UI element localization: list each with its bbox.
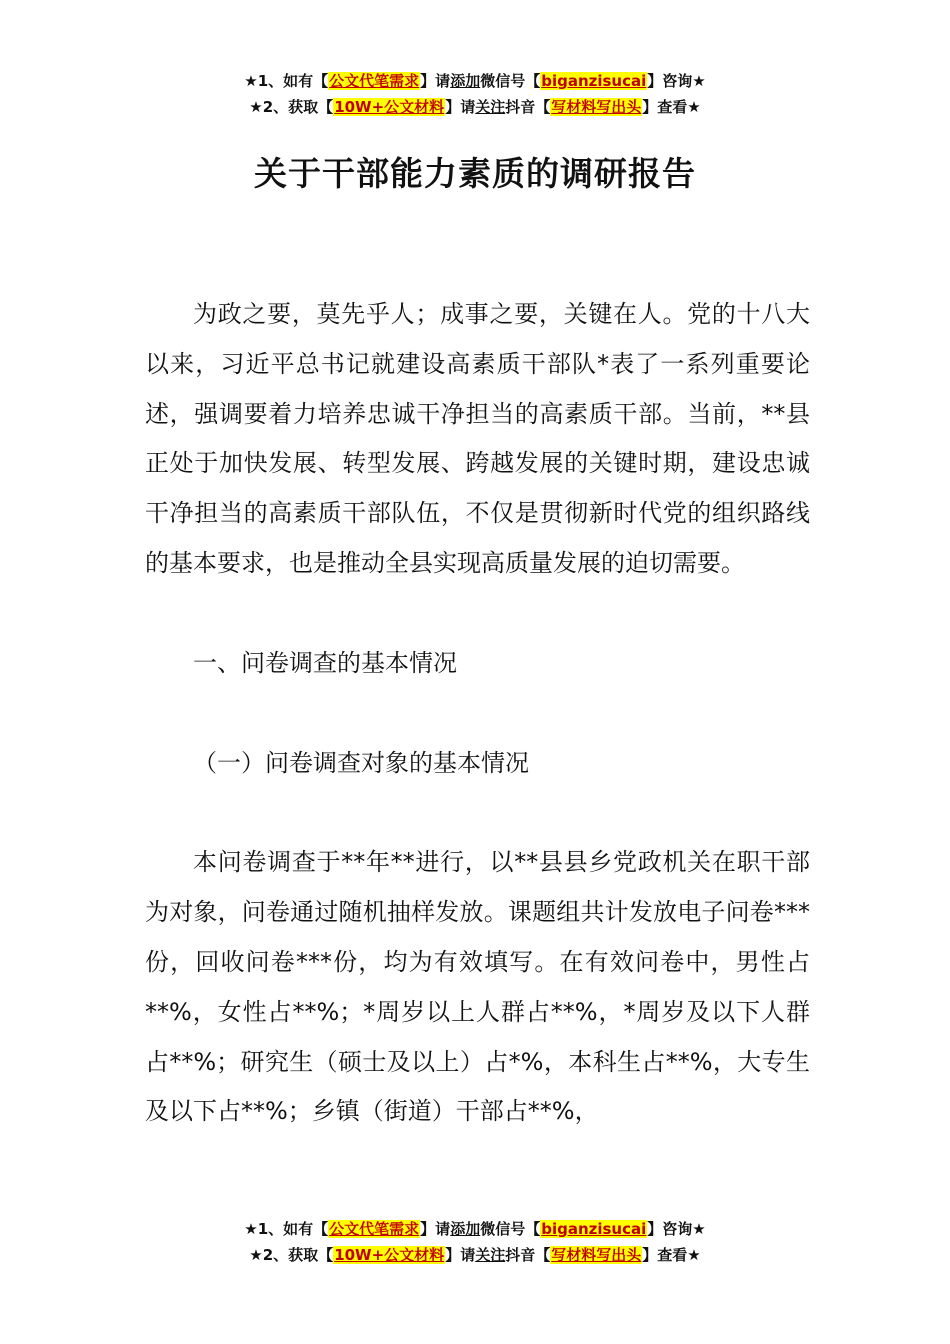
section-heading: 一、问卷调查的基本情况 [193,648,457,677]
highlight-douyin: 写材料写出头 [551,1246,642,1264]
highlight-wechat-id: biganzisucai [541,1220,647,1238]
survey-paragraph: 本问卷调查于**年**进行，以**县县乡党政机关在职干部为对象，问卷通过随机抽样发放。课题组共计发放电子问卷***份，回收问卷***份，均为有效填写。在有效问卷中，男性占**%，女性占**%；*周岁以上人群占**%，*周岁及以下人群占**%；研究生（硕士及以上）占*%，本科生占**%，大专生及以下占**%；乡镇（街道）干部占**%， [145,848,810,1126]
highlight-materials: 10W+公文材料 [334,1246,445,1264]
section-subheading: （一）问卷调查对象的基本情况 [193,748,529,777]
document-body [145,290,810,1137]
banner-line-1: ★1、如有【公文代笔需求】请添加微信号【biganzisucai】咨询★ [244,1220,706,1238]
intro-paragraph: 为政之要，莫先乎人；成事之要，关键在人。党的十八大以来，习近平总书记就建设高素质干部队*表了一系列重要论述，强调要着力培养忠诚干净担当的高素质干部。当前，**县正处于加快发展、转型发展、跨越发展的关键时期，建设忠诚干净担当的高素质干部队伍，不仅是贯彻新时代党的组织路线的基本要求，也是推动全县实现高质量发展的迫切需要。 [145,300,810,577]
highlight-wechat-id: biganzisucai [541,72,647,90]
banner-line-2: ★2、获取【10W+公文材料】请关注抖音【写材料写出头】查看★ [249,98,701,116]
highlight-service: 公文代笔需求 [329,72,420,90]
bottom-banner [0,1216,950,1268]
banner-line-2: ★2、获取【10W+公文材料】请关注抖音【写材料写出头】查看★ [249,1246,701,1264]
banner-line-1: ★1、如有【公文代笔需求】请添加微信号【biganzisucai】咨询★ [244,72,706,90]
top-banner [0,68,950,120]
highlight-douyin: 写材料写出头 [551,98,642,116]
highlight-materials: 10W+公文材料 [334,98,445,116]
document-title: 关于干部能力素质的调研报告 [254,154,696,193]
highlight-service: 公文代笔需求 [329,1220,420,1238]
